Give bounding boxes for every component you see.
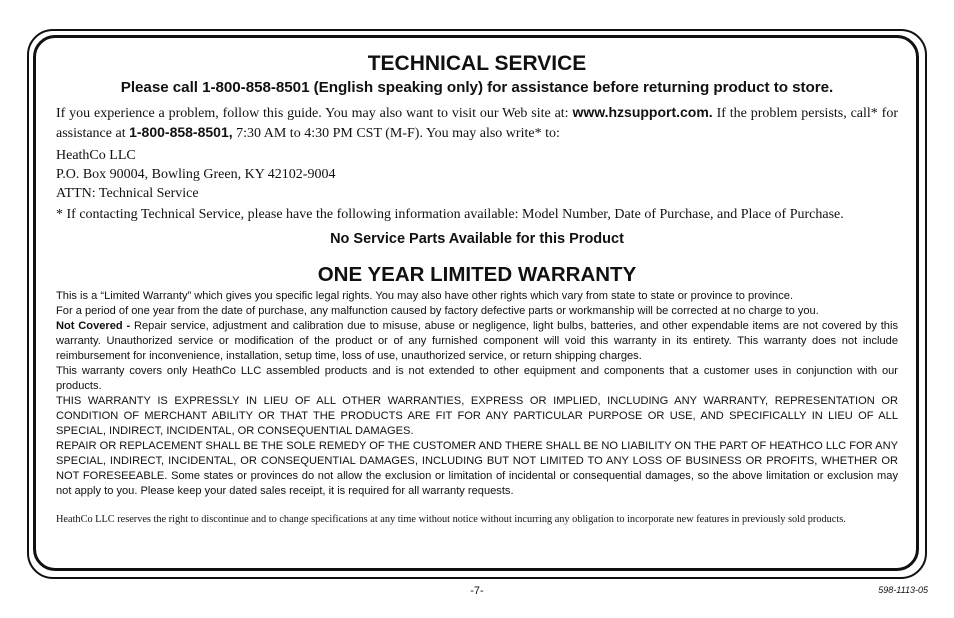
warranty-not-covered <box>56 319 898 364</box>
contact-note: * If contacting Technical Service, please have the following information available: Model Number, Date of Purchase, and Place of Purchase. <box>56 207 844 222</box>
page-number: -7- <box>470 585 484 597</box>
warranty-paragraph-6: REPAIR OR REPLACEMENT SHALL BE THE SOLE REMEDY OF THE CUSTOMER AND THERE SHALL BE NO LIABILITY ON THE PART OF HEATHCO LLC FOR ANY SPECIAL, INDIRECT, INCIDENTAL, OR CONSEQUENTIAL DAMAGES, INCLUDING BUT NOT LIMITED TO ANY LOSS OF BUSINESS OR PROFITS, WHETHER OR NOT FORESEEABLE. Some states or provinces do not allow the exclusion or limitation of incidental or consequential damages, so the above limitation or exclusion may not apply to you. Please keep your dated sales receipt, it is required for all warranty requests. <box>56 440 898 497</box>
warranty-paragraph-1: This is a “Limited Warranty” which gives you specific legal rights. You may also have other rights which vary from state to state or province to province. <box>56 290 794 302</box>
warranty-paragraph-5: THIS WARRANTY IS EXPRESSLY IN LIEU OF ALL OTHER WARRANTIES, EXPRESS OR IMPLIED, INCLUDING ANY WARRANTY, REPRESENTATION OR CONDITION OF MERCHANT ABILITY OR THAT THE PRODUCTS ARE FIT FOR ANY PARTICULAR PURPOSE OR USE, AND SPECIFICALLY IN LIEU OF ALL SPECIAL, INDIRECT, INCIDENTAL, OR CONSEQUENTIAL DAMAGES. <box>56 395 898 437</box>
no-service-parts-heading: No Service Parts Available for this Product <box>330 231 624 247</box>
intro-text-1: If you experience a problem, follow this guide. You may also want to visit our Web site at: <box>56 106 573 121</box>
address-line-3: ATTN: Technical Service <box>56 186 199 201</box>
website-link[interactable]: www.hzsupport.com. <box>572 104 713 120</box>
not-covered-text: Repair service, adjustment and calibration due to misuse, abuse or negligence, light bulbs, batteries, and other expendable items are not covered by this warranty. Unauthorized service or modification of the product or of any furnished component will void this warranty in its entirety. This warranty does not include reimbursement for inconvenience, installation, setup time, loss of use, unauthorized service, or return shipping charges. <box>56 320 898 362</box>
intro-text-2: If the problem persists, call* for assistance at <box>56 106 898 141</box>
mailing-address <box>56 146 898 203</box>
address-line-2: P.O. Box 90004, Bowling Green, KY 42102-9004 <box>56 167 336 182</box>
intro-text-3: 7:30 AM to 4:30 PM CST (M-F). You may also write* to: <box>232 126 560 141</box>
warranty-paragraph-4: This warranty covers only HeathCo LLC assembled products and is not extended to other equipment and components that a customer uses in conjunction with our products. <box>56 365 898 392</box>
warranty-paragraph-2: For a period of one year from the date of purchase, any malfunction caused by factory defective parts or workmanship will be corrected at no charge to you. <box>56 305 819 317</box>
address-line-1: HeathCo LLC <box>56 148 136 163</box>
warranty-title: ONE YEAR LIMITED WARRANTY <box>317 263 637 286</box>
document-code: 598-1113-05 <box>878 585 928 595</box>
specifications-footnote: HeathCo LLC reserves the right to discontinue and to change specifications at any time without notice without incurring any obligation to incorporate new features in previously sold products. <box>56 514 846 525</box>
page-content <box>56 52 898 527</box>
phone-number: 1-800-858-8501, <box>129 124 233 140</box>
call-line: Please call 1-800-858-8501 (English speaking only) for assistance before returning product to store. <box>120 79 834 96</box>
intro-paragraph <box>56 103 898 143</box>
technical-service-title: TECHNICAL SERVICE <box>367 52 587 75</box>
not-covered-label: Not Covered - <box>56 320 131 332</box>
